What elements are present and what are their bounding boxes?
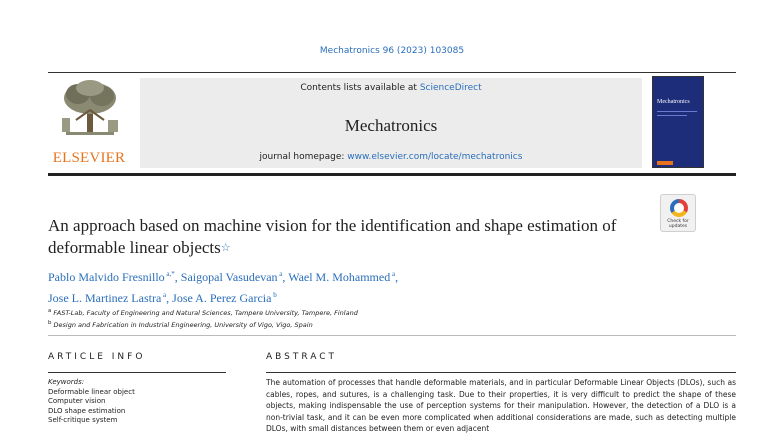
author-affiliation-mark[interactable]: a — [390, 270, 396, 278]
header-bottom-rule — [48, 173, 736, 176]
header-top-rule — [48, 72, 736, 73]
check-for-updates-label: Check for updates — [667, 219, 689, 229]
author-entry — [48, 270, 178, 284]
abstract-rule — [266, 372, 736, 373]
author-affiliation-mark[interactable]: a — [277, 270, 283, 278]
keyword-item: Self-critique system — [48, 416, 118, 424]
check-for-updates-badge[interactable] — [660, 194, 696, 232]
contents-line — [140, 83, 642, 93]
abstract-heading: ABSTRACT — [266, 352, 338, 362]
affiliation-text: Design and Fabrication in Industrial Engineering, University of Vigo, Vigo, Spain — [51, 321, 313, 330]
article-info-rule — [48, 372, 226, 373]
abstract-text: The automation of processes that handle deformable materials, and in particular Deformable Linear Objects (DLOs), such as cables, ropes, and sutures, is a challenging task. Due to their properties, it is very difficult to predict the shape of these objects, making indispensable the use of perception systems for their manipulation. However, the detection of a DLO is a non-trivial task, and it can be even more complicated when additional considerations are made, such as detecting multiple DLOs, with small distances between them or even adjacent — [266, 378, 736, 433]
affiliation-entry — [48, 318, 648, 330]
article-title-text: An approach based on machine vision for the identification and shape estimation of deformable linear objects — [48, 216, 617, 257]
author-name[interactable]: Jose A. Perez Garcia — [172, 291, 272, 305]
check-for-updates-icon — [670, 199, 688, 217]
keyword-item: DLO shape estimation — [48, 406, 126, 415]
author-entry — [181, 270, 286, 284]
keywords-label: Keywords: — [48, 378, 85, 386]
journal-homepage-link[interactable]: www.elsevier.com/locate/mechatronics — [347, 152, 523, 162]
cover-title: Mechatronics — [657, 99, 690, 105]
journal-header-box — [140, 78, 642, 168]
affiliation-mark: b — [48, 320, 52, 327]
affiliation-entry — [48, 306, 648, 318]
keyword-item: Computer vision — [48, 397, 106, 405]
elsevier-tree-icon — [58, 78, 122, 138]
author-name[interactable]: Wael M. Mohammed — [288, 270, 391, 284]
author-name[interactable]: Pablo Malvido Fresnillo — [48, 270, 165, 284]
affiliation-mark: a — [48, 308, 52, 314]
affiliation-list — [48, 306, 648, 330]
author-separator: , — [174, 270, 178, 284]
keyword-item: Deformable linear object — [48, 387, 135, 396]
homepage-line — [140, 152, 642, 162]
keywords-block — [48, 378, 226, 426]
author-affiliation-mark[interactable]: a,* — [164, 270, 175, 278]
author-separator: , — [166, 291, 170, 305]
author-entry — [288, 270, 398, 284]
cover-decoration — [657, 115, 687, 116]
elsevier-logo[interactable] — [48, 76, 130, 170]
cover-publisher-mark — [657, 161, 673, 165]
author-name[interactable]: Jose L. Martinez Lastra — [48, 291, 162, 305]
affiliation-rule — [48, 335, 736, 336]
author-entry — [48, 291, 169, 305]
homepage-prefix: journal homepage: — [259, 152, 348, 162]
cover-decoration — [657, 111, 697, 112]
author-affiliation-mark[interactable]: b — [271, 291, 277, 299]
sciencedirect-link[interactable]: ScienceDirect — [419, 83, 482, 93]
author-separator: , — [282, 270, 286, 284]
journal-cover-thumbnail[interactable] — [652, 76, 704, 168]
article-info-heading: ARTICLE INFO — [48, 352, 146, 362]
journal-citation[interactable]: Mechatronics 96 (2023) 103085 — [319, 46, 465, 56]
author-name[interactable]: Saigopal Vasudevan — [180, 270, 278, 284]
author-affiliation-mark[interactable]: a — [161, 291, 167, 299]
affiliation-text: FAST-Lab, Faculty of Engineering and Natural Sciences, Tampere University, Tampere, Finland — [51, 309, 358, 318]
contents-prefix: Contents lists available at — [300, 83, 420, 93]
elsevier-wordmark: ELSEVIER — [52, 150, 126, 166]
author-entry — [172, 291, 277, 305]
article-title — [48, 215, 638, 259]
author-separator: , — [395, 270, 399, 284]
author-list — [48, 265, 638, 307]
journal-name: Mechatronics — [344, 116, 438, 135]
title-footnote-star-icon[interactable]: ☆ — [220, 242, 231, 254]
